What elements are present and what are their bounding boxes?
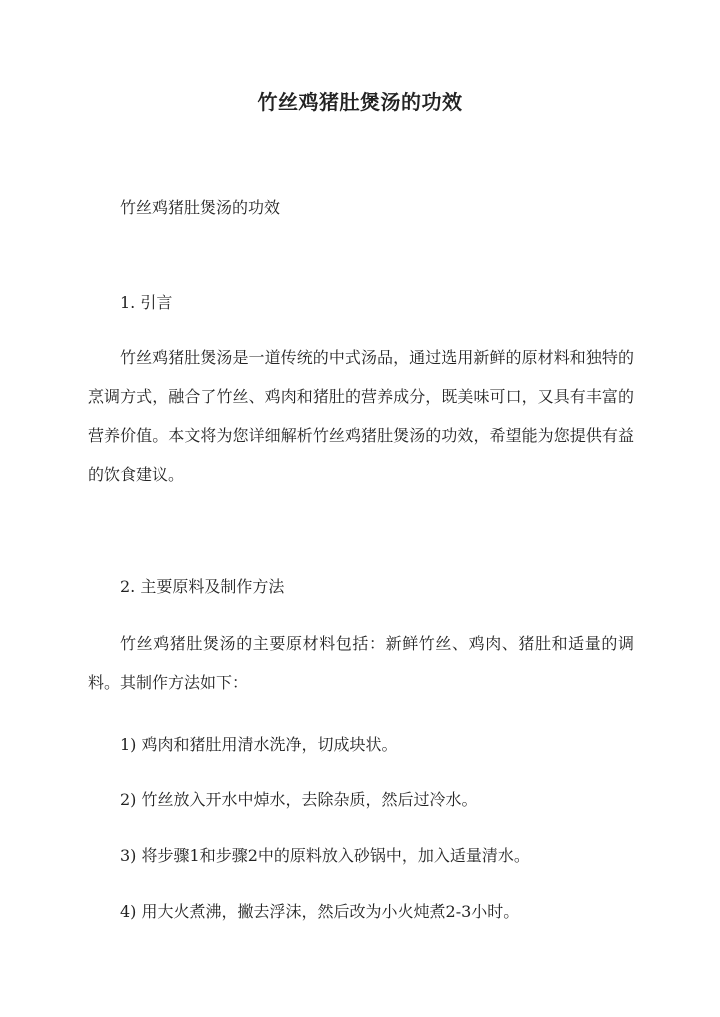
step-4: 4) 用大火煮沸，撇去浮沫，然后改为小火炖煮2-3小时。	[120, 902, 520, 921]
section-1-heading: 1. 引言	[120, 293, 173, 312]
section-2-heading: 2. 主要原料及制作方法	[120, 577, 285, 596]
step-1: 1) 鸡肉和猪肚用清水洗净，切成块状。	[120, 735, 398, 754]
document-subtitle: 竹丝鸡猪肚煲汤的功效	[120, 198, 281, 217]
document-title: 竹丝鸡猪肚煲汤的功效	[257, 90, 463, 114]
section-2-paragraph: 竹丝鸡猪肚煲汤的主要原材料包括：新鲜竹丝、鸡肉、猪肚和适量的调料。其制作方法如下：	[88, 634, 634, 692]
step-2: 2) 竹丝放入开水中焯水，去除杂质，然后过冷水。	[120, 790, 478, 809]
step-3: 3) 将步骤1和步骤2中的原料放入砂锅中，加入适量清水。	[120, 846, 530, 865]
section-1-paragraph: 竹丝鸡猪肚煲汤是一道传统的中式汤品，通过选用新鲜的原材料和独特的烹调方式，融合了竹丝、鸡肉和猪肚的营养成分，既美味可口，又具有丰富的营养价值。本文将为您详细解析竹丝鸡猪肚煲汤的功效，希望能为您提供有益的饮食建议。	[88, 348, 634, 484]
